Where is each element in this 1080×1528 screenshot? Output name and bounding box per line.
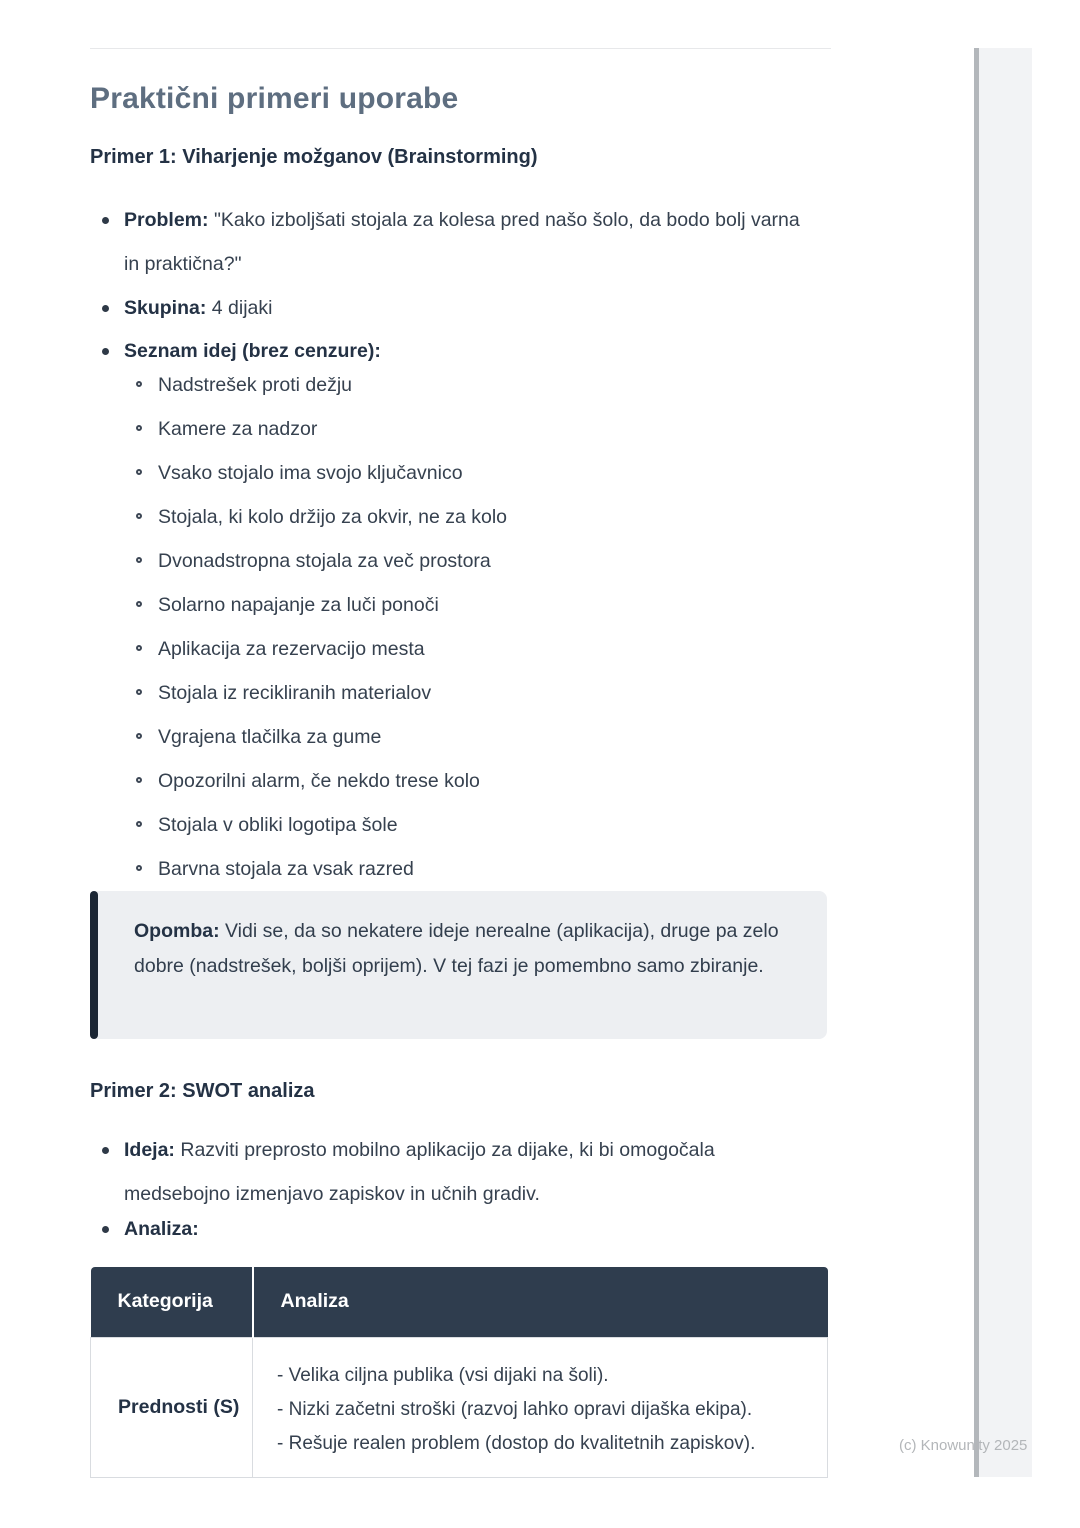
circle-bullet-icon [136, 513, 142, 519]
bullet-icon [102, 1147, 109, 1154]
list-item [90, 759, 816, 803]
analysis-item: - Nizki začetni stroški (razvoj lahko opravi dijaška ekipa). [277, 1399, 753, 1420]
list-item-analysis-label [90, 1207, 816, 1251]
example2-heading: Primer 2: SWOT analiza [90, 1080, 315, 1102]
list-item-problem [90, 198, 816, 286]
circle-bullet-icon [136, 381, 142, 387]
problem-text: "Kako izboljšati stojala za kolesa pred našo šolo, da bodo bolj varna in praktična?" [124, 209, 800, 275]
top-divider [90, 48, 831, 49]
swot-table [90, 1267, 828, 1478]
list-item [90, 407, 816, 451]
scrollbar-track[interactable] [979, 48, 1032, 1477]
note-accent-bar [90, 891, 98, 1039]
idea-text: Dvonadstropna stojala za več prostora [158, 550, 491, 572]
circle-bullet-icon [136, 821, 142, 827]
circle-bullet-icon [136, 425, 142, 431]
idea-text: Stojala, ki kolo držijo za okvir, ne za kolo [158, 506, 508, 528]
list-item-group [90, 286, 816, 330]
group-text: 4 dijaki [211, 297, 273, 319]
idea-text: Stojala v obliki logotipa šole [158, 814, 398, 836]
circle-bullet-icon [136, 645, 142, 651]
list-item [90, 847, 816, 891]
column-header-analiza: Analiza [253, 1267, 828, 1337]
idea-text: Aplikacija za rezervacijo mesta [158, 638, 425, 660]
page-title: Praktični primeri uporabe [90, 82, 459, 115]
list-item-idea [90, 1128, 816, 1216]
list-item [90, 627, 816, 671]
idea-text: Stojala iz recikliranih materialov [158, 682, 432, 704]
idea-text: Solarno napajanje za luči ponoči [158, 594, 439, 616]
analysis-item: - Rešuje realen problem (dostop do kvalitetnih zapiskov). [277, 1433, 756, 1454]
list-item [90, 495, 816, 539]
analysis-item: - Velika ciljna publika (vsi dijaki na šoli). [277, 1365, 609, 1386]
idea-label: Ideja: [124, 1139, 175, 1161]
example1-heading: Primer 1: Viharjenje možganov (Brainstorming) [90, 146, 538, 168]
category-cell: Prednosti (S) [91, 1337, 253, 1477]
idea-text: Kamere za nadzor [158, 418, 318, 440]
circle-bullet-icon [136, 469, 142, 475]
list-item [90, 715, 816, 759]
analysis-cell [253, 1337, 828, 1477]
bullet-icon [102, 217, 109, 224]
list-item [90, 671, 816, 715]
note-callout [90, 891, 827, 1039]
circle-bullet-icon [136, 777, 142, 783]
circle-bullet-icon [136, 733, 142, 739]
idea-text: Opozorilni alarm, če nekdo trese kolo [158, 770, 480, 792]
list-item [90, 539, 816, 583]
table-header-row [91, 1267, 828, 1337]
note-text: Vidi se, da so nekatere ideje nerealne (aplikacija), druge pa zelo dobre (nadstrešek, boljši oprijem). V tej fazi je pomembno samo zbiranje. [134, 920, 779, 977]
ideas-label: Seznam idej (brez cenzure): [124, 340, 381, 362]
circle-bullet-icon [136, 557, 142, 563]
bullet-icon [102, 305, 109, 312]
ideas-sublist [90, 363, 816, 891]
list-item [90, 451, 816, 495]
circle-bullet-icon [136, 865, 142, 871]
note-label: Opomba: [134, 920, 220, 942]
bullet-icon [102, 1226, 109, 1233]
list-item [90, 363, 816, 407]
idea-text: Vgrajena tlačilka za gume [158, 726, 382, 748]
group-label: Skupina: [124, 297, 207, 319]
idea-text: Nadstrešek proti dežju [158, 374, 353, 396]
idea-text: Vsako stojalo ima svojo ključavnico [158, 462, 463, 484]
list-item [90, 583, 816, 627]
idea-text: Barvna stojala za vsak razred [158, 858, 414, 880]
table-row [91, 1337, 828, 1477]
idea-text: Razviti preprosto mobilno aplikacijo za dijake, ki bi omogočala medsebojno izmenjavo zapiskov in učnih gradiv. [124, 1139, 715, 1205]
circle-bullet-icon [136, 601, 142, 607]
copyright-watermark: (c) Knowunity 2025 [899, 1437, 1028, 1454]
bullet-icon [102, 348, 109, 355]
problem-label: Problem: [124, 209, 209, 231]
column-header-kategorija: Kategorija [91, 1267, 253, 1337]
list-item [90, 803, 816, 847]
circle-bullet-icon [136, 689, 142, 695]
analysis-label: Analiza: [124, 1218, 199, 1240]
